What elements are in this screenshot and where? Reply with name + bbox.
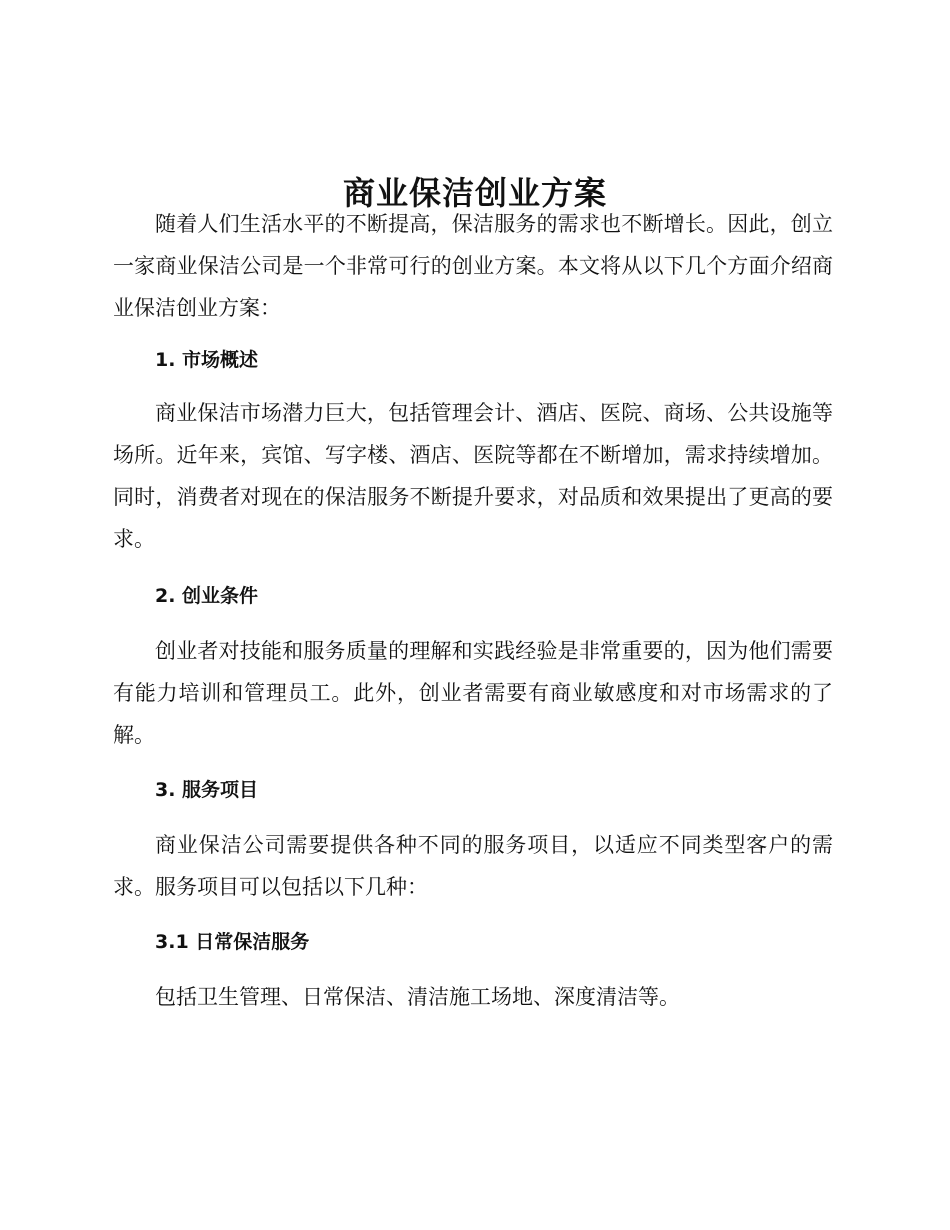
- section-body-startup-conditions: 创业者对技能和服务质量的理解和实践经验是非常重要的，因为他们需要有能力培训和管理员工。此外，创业者需要有商业敏感度和对市场需求的了解。: [113, 639, 833, 747]
- section-heading-startup-conditions: 2. 创业条件: [155, 585, 259, 607]
- intro-paragraph: 随着人们生活水平的不断提高，保洁服务的需求也不断增长。因此，创立一家商业保洁公司是一个非常可行的创业方案。本文将从以下几个方面介绍商业保洁创业方案：: [113, 212, 833, 320]
- section-body-market-overview: 商业保洁市场潜力巨大，包括管理会计、酒店、医院、商场、公共设施等场所。近年来，宾馆、写字楼、酒店、医院等都在不断增加，需求持续增加。同时，消费者对现在的保洁服务不断提升要求，对品质和效果提出了更高的要求。: [113, 401, 833, 551]
- section-heading-daily-cleaning: 3.1 日常保洁服务: [155, 931, 310, 953]
- section-heading-market-overview: 1. 市场概述: [155, 349, 259, 371]
- section-heading-service-items: 3. 服务项目: [155, 779, 259, 801]
- section-body-daily-cleaning: 包括卫生管理、日常保洁、清洁施工场地、深度清洁等。: [155, 985, 680, 1009]
- document-title: 商业保洁创业方案: [342, 174, 607, 213]
- section-body-service-items: 商业保洁公司需要提供各种不同的服务项目，以适应不同类型客户的需求。服务项目可以包括以下几种：: [113, 833, 833, 899]
